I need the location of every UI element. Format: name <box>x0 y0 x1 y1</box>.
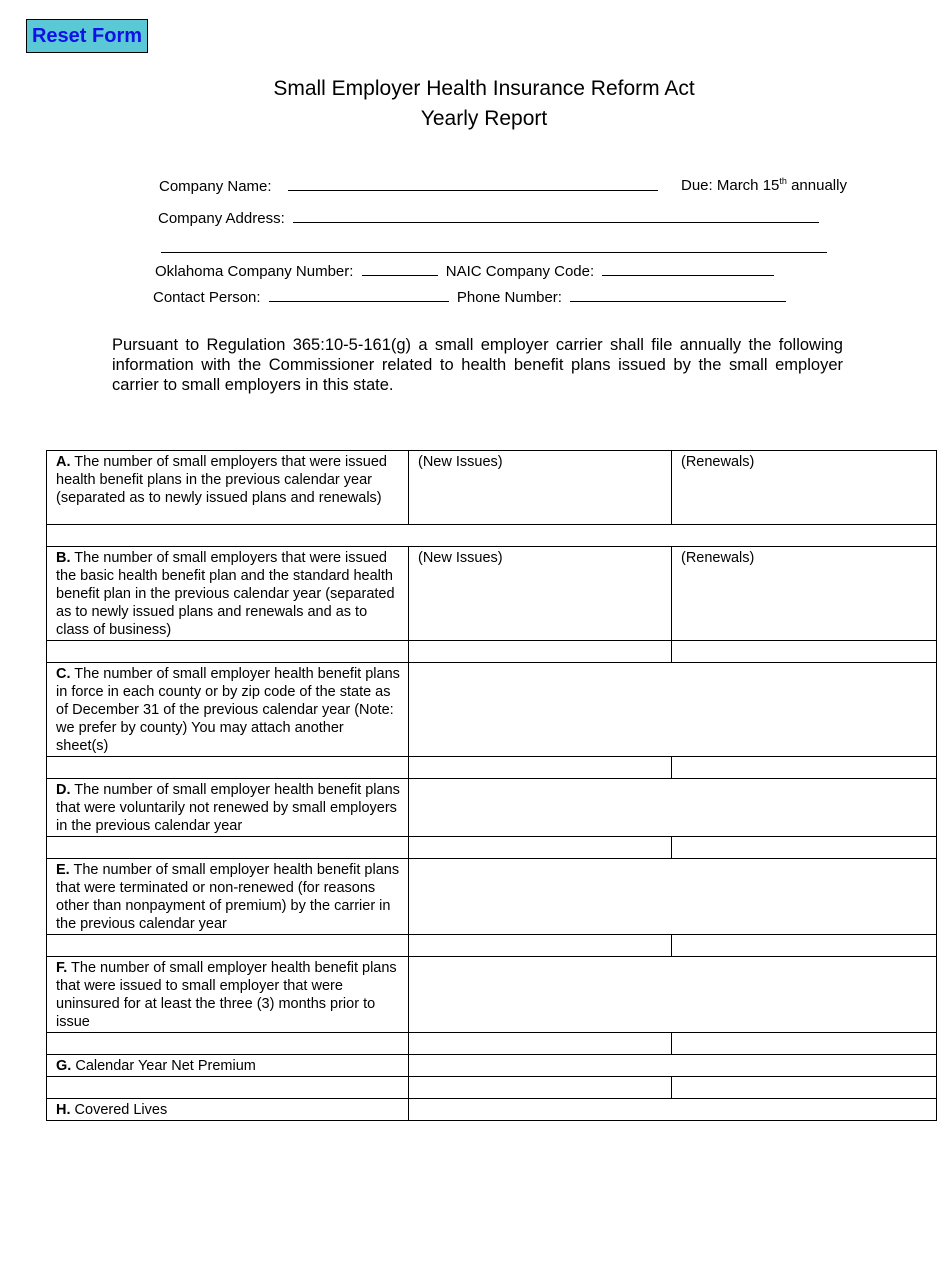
question-c-text: The number of small employer health benefit plans in force in each county or by zip code of the state as of December 31 of the previous calendar year (Note: we prefer by county) You may attach another sheet(s) <box>56 666 400 754</box>
spacer-row <box>47 1077 937 1099</box>
company-name-label: Company Name: <box>159 178 272 195</box>
spacer-row <box>47 837 937 859</box>
question-a <box>47 451 409 525</box>
renewals-label: (Renewals) <box>681 454 755 470</box>
question-e <box>47 859 409 935</box>
question-b <box>47 547 409 641</box>
answer-b-renewals[interactable] <box>672 547 937 641</box>
phone-number-input[interactable] <box>570 287 786 302</box>
naic-company-code-label: NAIC Company Code: <box>445 263 595 280</box>
company-address-label: Company Address: <box>158 210 285 227</box>
company-name-input[interactable] <box>288 176 658 191</box>
spacer-cell <box>409 935 672 957</box>
spacer-cell <box>409 641 672 663</box>
question-f-letter: F. <box>56 960 68 976</box>
form-title: Small Employer Health Insurance Reform Act <box>273 77 695 100</box>
company-address-line2-input[interactable] <box>161 238 827 253</box>
question-h-letter: H. <box>56 1102 71 1118</box>
spacer-row <box>47 935 937 957</box>
company-address-line2-row <box>161 238 827 257</box>
table-row-h <box>47 1099 937 1121</box>
question-e-text: The number of small employer health benefit plans that were terminated or non-renewed (for reasons other than nonpayment of premium) by the carrier in the previous calendar year <box>56 862 400 932</box>
report-table <box>46 450 937 1121</box>
answer-g[interactable] <box>409 1055 937 1077</box>
spacer-cell <box>47 1077 409 1099</box>
answer-b-new-issues[interactable] <box>409 547 672 641</box>
answer-f[interactable] <box>409 957 937 1033</box>
spacer-row <box>47 757 937 779</box>
spacer-cell <box>47 935 409 957</box>
spacer-cell <box>409 1077 672 1099</box>
spacer-cell <box>672 641 937 663</box>
spacer-cell <box>672 1033 937 1055</box>
answer-a-new-issues[interactable] <box>409 451 672 525</box>
spacer-row <box>47 641 937 663</box>
new-issues-label: (New Issues) <box>418 454 503 470</box>
table-row-b <box>47 547 937 641</box>
question-e-letter: E. <box>56 862 70 878</box>
question-a-letter: A. <box>56 454 71 470</box>
question-d-letter: D. <box>56 782 71 798</box>
answer-h[interactable] <box>409 1099 937 1121</box>
company-address-input[interactable] <box>293 208 819 223</box>
question-d-text: The number of small employer health benefit plans that were voluntarily not renewed by small employers in the previous calendar year <box>56 782 400 834</box>
spacer-cell <box>47 641 409 663</box>
contact-person-input[interactable] <box>269 287 449 302</box>
question-g-letter: G. <box>56 1058 72 1074</box>
due-date-text: Due: March 15 <box>681 177 780 194</box>
spacer-cell <box>672 935 937 957</box>
question-f <box>47 957 409 1033</box>
question-h <box>47 1099 409 1121</box>
contact-row <box>153 287 786 306</box>
contact-person-label: Contact Person: <box>153 289 261 306</box>
due-date-suffix: annually <box>786 177 847 194</box>
oklahoma-company-number-input[interactable] <box>362 261 438 276</box>
spacer-cell <box>47 525 937 547</box>
table-row-e <box>47 859 937 935</box>
question-g-text: Calendar Year Net Premium <box>71 1058 256 1074</box>
company-name-row <box>159 176 658 195</box>
answer-e[interactable] <box>409 859 937 935</box>
answer-c[interactable] <box>409 663 937 757</box>
spacer-cell <box>672 757 937 779</box>
spacer-row <box>47 525 937 547</box>
company-number-row <box>155 261 774 280</box>
spacer-cell <box>409 837 672 859</box>
question-g <box>47 1055 409 1077</box>
renewals-label: (Renewals) <box>681 550 755 566</box>
oklahoma-company-number-label: Oklahoma Company Number: <box>155 263 354 280</box>
spacer-cell <box>47 757 409 779</box>
intro-paragraph: Pursuant to Regulation 365:10-5-161(g) a small employer carrier shall file annually the following information with the Commissioner related to health benefit plans issued by the small employer carrier to small employers in this state. <box>112 336 843 394</box>
reset-form-button[interactable]: Reset Form <box>26 19 148 53</box>
question-h-text: Covered Lives <box>70 1102 168 1118</box>
answer-d[interactable] <box>409 779 937 837</box>
company-address-row <box>158 208 819 227</box>
due-date-superscript: th <box>779 176 787 186</box>
table-row-g <box>47 1055 937 1077</box>
spacer-cell <box>672 837 937 859</box>
spacer-cell <box>409 1033 672 1055</box>
phone-number-label: Phone Number: <box>456 289 562 306</box>
question-f-text: The number of small employer health benefit plans that were issued to small employer that were uninsured for at least the three (3) months prior to issue <box>56 960 397 1030</box>
table-row-a <box>47 451 937 525</box>
spacer-cell <box>47 837 409 859</box>
question-d <box>47 779 409 837</box>
due-date-note <box>681 176 847 194</box>
table-row-c <box>47 663 937 757</box>
spacer-cell <box>47 1033 409 1055</box>
question-c-letter: C. <box>56 666 71 682</box>
question-c <box>47 663 409 757</box>
table-row-d <box>47 779 937 837</box>
form-subtitle: Yearly Report <box>420 107 548 130</box>
new-issues-label: (New Issues) <box>418 550 503 566</box>
question-b-letter: B. <box>56 550 71 566</box>
table-row-f <box>47 957 937 1033</box>
question-b-text: The number of small employers that were issued the basic health benefit plan and the standard health benefit plan in the previous calendar year (separated as to newly issued plans and renewals and as to class of business) <box>56 550 395 638</box>
question-a-text: The number of small employers that were issued health benefit plans in the previous calendar year (separated as to newly issued plans and renewals) <box>56 454 387 506</box>
spacer-cell <box>672 1077 937 1099</box>
naic-company-code-input[interactable] <box>602 261 774 276</box>
spacer-row <box>47 1033 937 1055</box>
answer-a-renewals[interactable] <box>672 451 937 525</box>
spacer-cell <box>409 757 672 779</box>
